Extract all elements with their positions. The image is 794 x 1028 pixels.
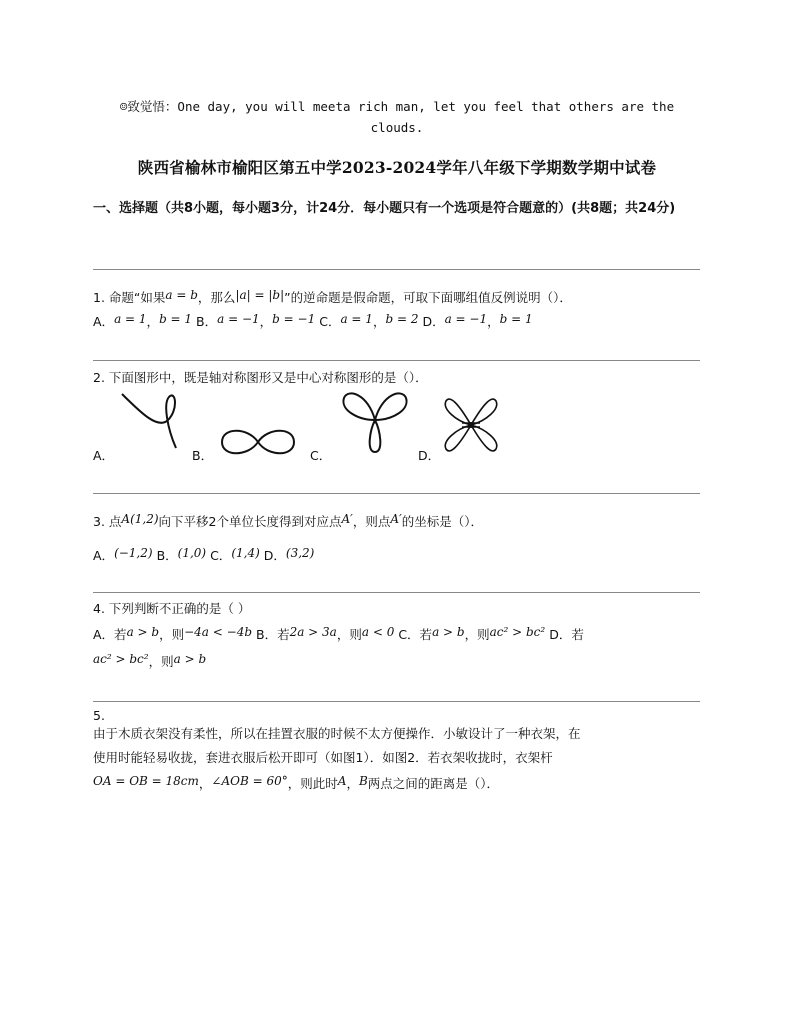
q5-math-4: B — [358, 774, 368, 788]
section-heading: 一、选择题（共8小题，每小题3分，计24分．每小题只有一个选项是符合题意的）(共8题；共24分) — [93, 201, 676, 216]
option-math: a > b — [173, 652, 207, 666]
q1-text-c: ”的逆命题是假命题，可取下面哪组值反例说明（）． — [284, 290, 572, 305]
option-text: ，则 — [336, 627, 362, 642]
option-math: ac² > bc² — [489, 625, 546, 639]
option-math: ac² > bc² — [93, 652, 149, 666]
q1-math-2: |a| = |b| — [235, 288, 285, 302]
option-math: a = −1 — [444, 312, 488, 326]
q1-option-b[interactable]: B．a = −1，b = −1 — [196, 312, 316, 329]
question-4-options-row1 — [93, 621, 705, 646]
q3-text-b: 向下平移2个单位长度得到对应点 — [158, 514, 342, 529]
option-math: b = 1 — [499, 312, 533, 326]
question-2-stem: 2. 下面图形中，既是轴对称图形又是中心对称图形的是（）． — [93, 370, 428, 385]
option-label: A． — [93, 548, 115, 563]
option-label: C．若 — [398, 627, 433, 642]
option-math: b = 1 — [159, 312, 193, 326]
option-label: A．若 — [93, 627, 127, 642]
divider — [93, 360, 700, 361]
question-5-number: 5. — [93, 708, 105, 723]
option-math: b = 2 — [385, 312, 419, 326]
option-math: 2a > 3a — [289, 625, 337, 639]
option-text: ，则 — [159, 627, 185, 642]
q1-text-a: 1. 命题“如果 — [93, 290, 166, 305]
option-label: D． — [263, 548, 286, 563]
q2-option-d[interactable]: D． — [418, 448, 441, 463]
option-math: (1,4) — [231, 546, 260, 560]
q1-option-d[interactable]: D．a = −1，b = 1 — [422, 312, 533, 329]
option-label: B．若 — [256, 627, 290, 642]
q2-option-c[interactable]: C． — [310, 448, 332, 463]
option-label: B． — [196, 314, 218, 329]
option-math: a = 1 — [114, 312, 147, 326]
question-1-stem — [93, 284, 705, 309]
page-title: 陕西省榆林市榆阳区第五中学2023-2024学年八年级下学期数学期中试卷 — [137, 158, 657, 177]
option-text: ，则 — [464, 627, 490, 642]
option-text: ，则 — [148, 654, 174, 669]
q1-option-a[interactable]: A．a = 1，b = 1 — [93, 312, 193, 329]
option-math: (−1,2) — [114, 546, 153, 560]
q4-option-d[interactable] — [93, 654, 206, 669]
q5-math-1: OA = OB = 18cm — [93, 774, 199, 788]
q5-math-3: A — [337, 774, 347, 788]
q5-text: ， — [346, 776, 359, 791]
option-label: C． — [210, 548, 232, 563]
option-math: (3,2) — [285, 546, 315, 560]
option-math: a < 0 — [361, 625, 395, 639]
question-5-line-1: 由于木质衣架没有柔性，所以在挂置衣服的时候不太方便操作．小敏设计了一种衣架，在 — [93, 726, 581, 741]
q3-math-1: A(1,2) — [121, 512, 159, 526]
question-4-stem: 4. 下列判断不正确的是（ ） — [93, 601, 251, 616]
q3-math-2: A′ — [341, 512, 353, 526]
question-5-line-2: 使用时能轻易收拢，套进衣服后松开即可（如图1）．如图2．若衣架收拢时，衣架杆 — [93, 750, 553, 765]
option-label: D． — [422, 314, 445, 329]
option-math: a = −1 — [217, 312, 260, 326]
option-math: a > b — [432, 625, 465, 639]
q1-text-b: ，那么 — [197, 290, 236, 305]
q5-text: ， — [198, 776, 212, 791]
option-label: B． — [156, 548, 178, 563]
divider — [93, 592, 700, 593]
question-1-options — [93, 308, 705, 333]
question-3-options — [93, 542, 705, 567]
q3-text-a: 3. 点 — [93, 514, 122, 529]
option-label: A． — [93, 314, 115, 329]
option-math: a > b — [126, 625, 160, 639]
option-math: a = 1 — [340, 312, 373, 326]
option-math: −4a < −4b — [184, 625, 253, 639]
q1-option-c[interactable]: C．a = 1，b = 2 — [319, 312, 419, 329]
q5-text: 两点之间的距离是（）． — [367, 776, 500, 791]
question-3-stem — [93, 508, 705, 533]
q3-math-3: A′ — [390, 512, 402, 526]
figure-a-curve — [118, 390, 186, 452]
q3-text-d: 的坐标是（）． — [401, 514, 484, 529]
q1-math-1: a = b — [165, 288, 198, 302]
q3-option-c[interactable] — [210, 548, 260, 563]
option-math: b = −1 — [272, 312, 316, 326]
divider — [93, 701, 700, 702]
q3-option-b[interactable] — [157, 548, 207, 563]
q5-text: ，则此时 — [287, 776, 338, 791]
option-label: C． — [319, 314, 341, 329]
question-5-line-3 — [93, 770, 705, 795]
question-4-options-row2 — [93, 648, 705, 673]
motto: ☺致觉悟：One day, you will meeta rich man, let you feel that others are the clouds. — [119, 99, 675, 135]
q4-option-a[interactable] — [93, 627, 252, 642]
q3-option-d[interactable] — [264, 548, 315, 563]
divider — [93, 269, 700, 270]
divider — [93, 493, 700, 494]
q4-option-b[interactable] — [256, 627, 394, 642]
q4-option-d-label[interactable]: D．若 — [549, 627, 584, 642]
q5-math-2: ∠AOB = 60° — [211, 774, 288, 788]
q2-option-a[interactable]: A． — [93, 448, 115, 463]
q4-option-c[interactable] — [398, 627, 545, 642]
q2-option-b[interactable]: B． — [192, 448, 214, 463]
q3-option-a[interactable] — [93, 548, 153, 563]
q3-text-c: ，则点 — [352, 514, 391, 529]
option-math: (1,0) — [177, 546, 207, 560]
